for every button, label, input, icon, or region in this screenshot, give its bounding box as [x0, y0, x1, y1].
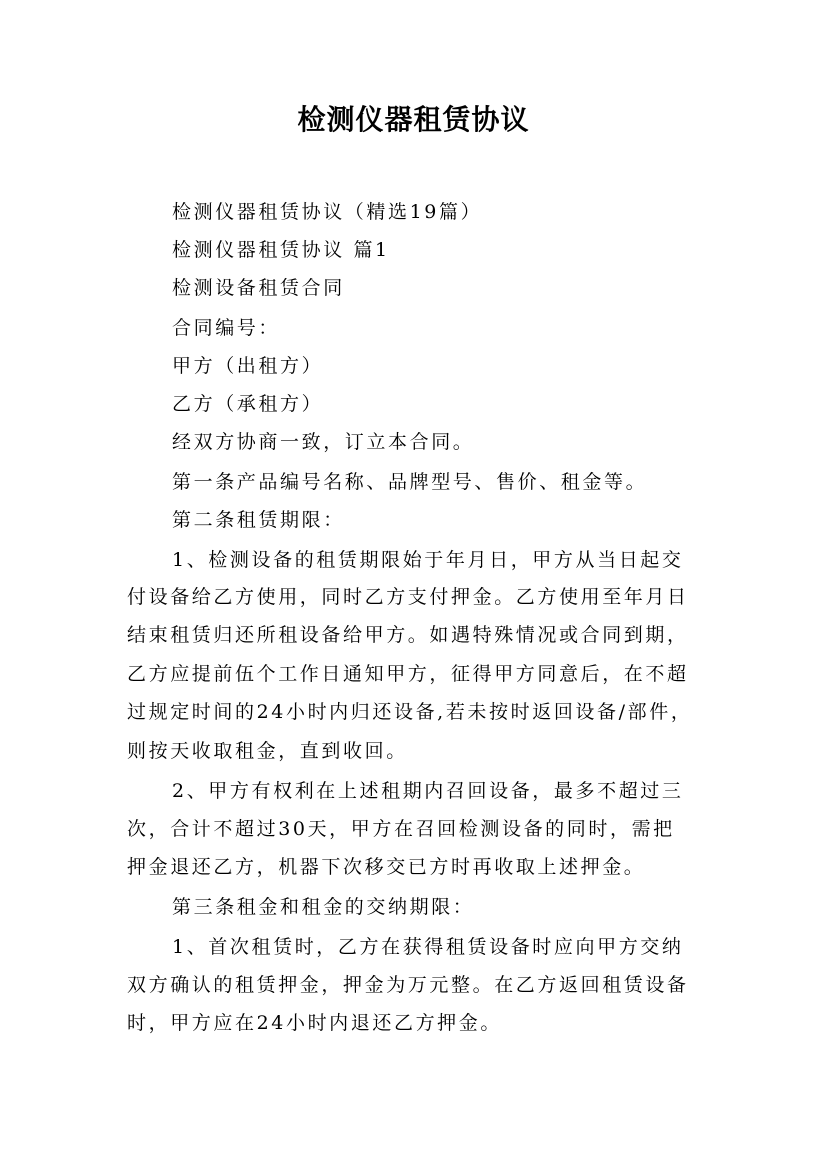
article-2-clause-1-line: 则按天收取租金，直到收回。 [127, 740, 408, 762]
article-2-clause-2-line: 押金退还乙方，机器下次移交已方时再收取上述押金。 [127, 856, 646, 878]
article-2-clause-1-line: 付设备给乙方使用，同时乙方支付押金。乙方使用至年月日 [127, 586, 689, 608]
agreement-statement: 经双方协商一致，订立本合同。 [172, 431, 475, 453]
section-heading: 检测仪器租赁协议 篇1 [172, 239, 390, 261]
party-a-label: 甲方（出租方） [172, 355, 324, 377]
article-2-clause-2-line: 2、甲方有权利在上述租期内召回设备，最多不超过三 [172, 780, 684, 802]
article-2-heading: 第二条租赁期限： [172, 509, 345, 531]
article-2-clause-1-line: 1、检测设备的租赁期限始于年月日，甲方从当日起交 [172, 549, 684, 571]
article-1: 第一条产品编号名称、品牌型号、售价、租金等。 [172, 471, 648, 493]
contract-number-label: 合同编号： [172, 317, 281, 339]
article-3-clause-1-line: 时，甲方应在24小时内退还乙方押金。 [127, 1012, 502, 1034]
article-2-clause-2-line: 次，合计不超过30天，甲方在召回检测设备的同时，需把 [127, 818, 675, 840]
article-2-clause-1-line: 乙方应提前伍个工作日通知甲方，征得甲方同意后，在不超 [127, 663, 689, 685]
party-b-label: 乙方（承租方） [172, 393, 324, 415]
article-3-clause-1-line: 1、首次租赁时，乙方在获得租赁设备时应向甲方交纳 [172, 936, 684, 958]
article-3-clause-1-line: 双方确认的租赁押金，押金为万元整。在乙方返回租赁设备 [127, 974, 689, 996]
document-title: 检测仪器租赁协议 [297, 103, 530, 136]
subtitle-line: 检测仪器租赁协议（精选19篇） [172, 201, 483, 223]
contract-name: 检测设备租赁合同 [172, 277, 345, 299]
article-2-clause-1-line: 结束租赁归还所租设备给甲方。如遇特殊情况或合同到期， [127, 624, 689, 646]
article-2-clause-1-line: 过规定时间的24小时内归还设备,若未按时返回设备/部件， [127, 701, 693, 723]
article-3-heading: 第三条租金和租金的交纳期限： [172, 896, 475, 918]
